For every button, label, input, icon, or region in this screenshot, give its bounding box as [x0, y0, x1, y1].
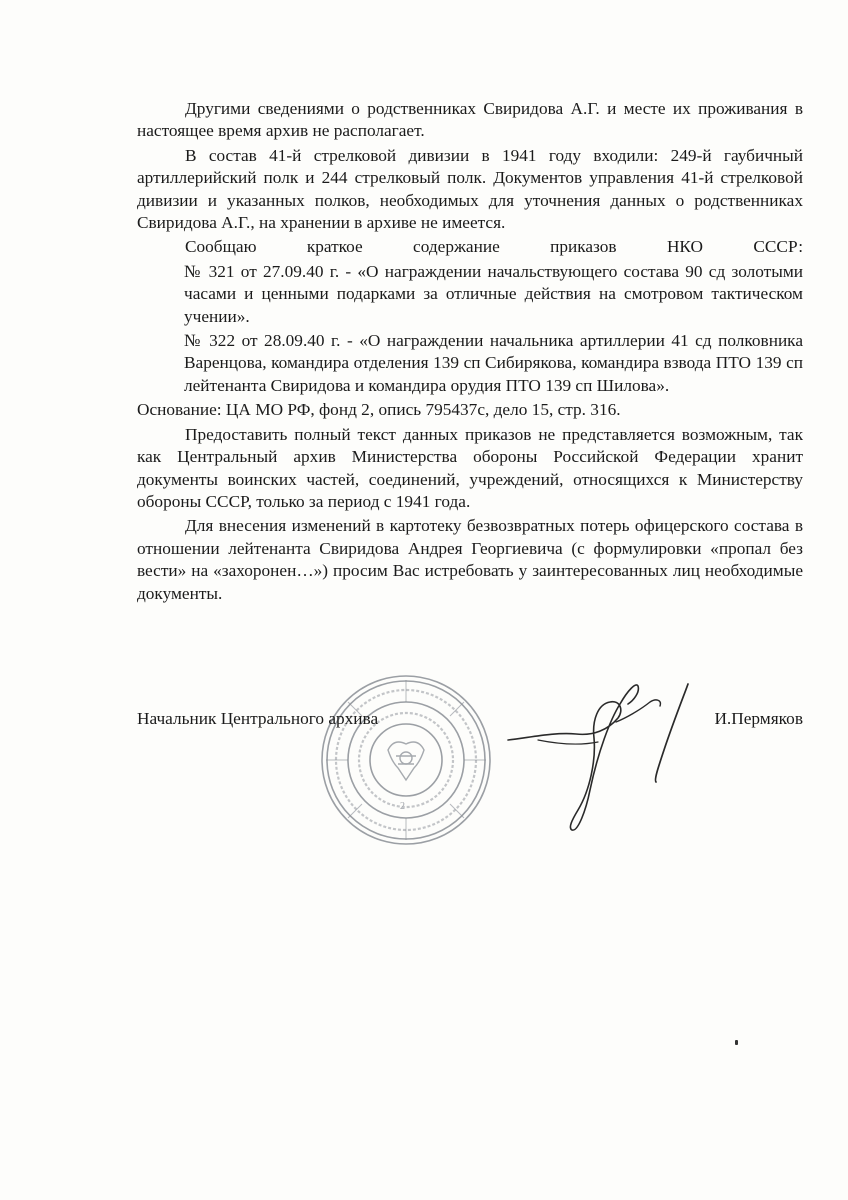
- paragraph-request-documents: Для внесения изменений в картотеку безвозвратных потерь офицерского состава в отношении лейтенанта Свиридова Андрея Георгиевича (с формулировки «пропал без вести» на «захоронен…») просим Вас истребовать у заинтересованных лиц необходимые документы.: [137, 516, 803, 603]
- svg-text:2: 2: [400, 801, 405, 812]
- page-speck: [735, 1040, 738, 1045]
- basis-reference: Основание: ЦА МО РФ, фонд 2, опись 795437с, дело 15, стр. 316.: [137, 400, 621, 420]
- signatory-title: Начальник Центрального архива: [137, 709, 379, 728]
- official-stamp: [318, 672, 494, 848]
- eagle-emblem-icon: [388, 742, 424, 780]
- order-321: № 321 от 27.09.40 г. - «О награждении начальствующего состава 90 сд золотыми часами и ценными подарками за отличные действия на смотровом тактическом учении».: [184, 261, 803, 326]
- orders-list: [137, 261, 803, 397]
- paragraph-full-text-unavailable: Предоставить полный текст данных приказов не представляется возможным, так как Центральный архив Министерства обороны Российской Федерации хранит документы воинских частей, соединений, учреждений, относящихся к Министерству обороны СССР, только за период с 1941 года.: [137, 424, 803, 511]
- paragraph-relatives-info: Другими сведениями о родственниках Свиридова А.Г. и месте их проживания в настоящее время архив не располагает.: [137, 99, 803, 141]
- document-body: [137, 98, 803, 607]
- paragraph-division-composition: В состав 41-й стрелковой дивизии в 1941 году входили: 249-й гаубичный артиллерийский полк и 244 стрелковый полк. Документов управления 41-й стрелковой дивизии и указанных полков, необходимых для уточнения данных о родственниках Свиридова А.Г., на хранении в архиве не имеется.: [137, 145, 803, 233]
- signatory-name: И.Пермяков: [714, 709, 803, 728]
- order-322: № 322 от 28.09.40 г. - «О награждении начальника артиллерии 41 сд полковника Варенцова, командира отделения 139 сп Сибирякова, командира взвода ПТО 139 сп лейтенанта Свиридова и командира орудия ПТО 139 сп Шилова».: [184, 331, 803, 395]
- handwritten-signature: [498, 660, 698, 840]
- paragraph-orders-intro: Сообщаю краткое содержание приказов НКО СССР:: [185, 237, 803, 257]
